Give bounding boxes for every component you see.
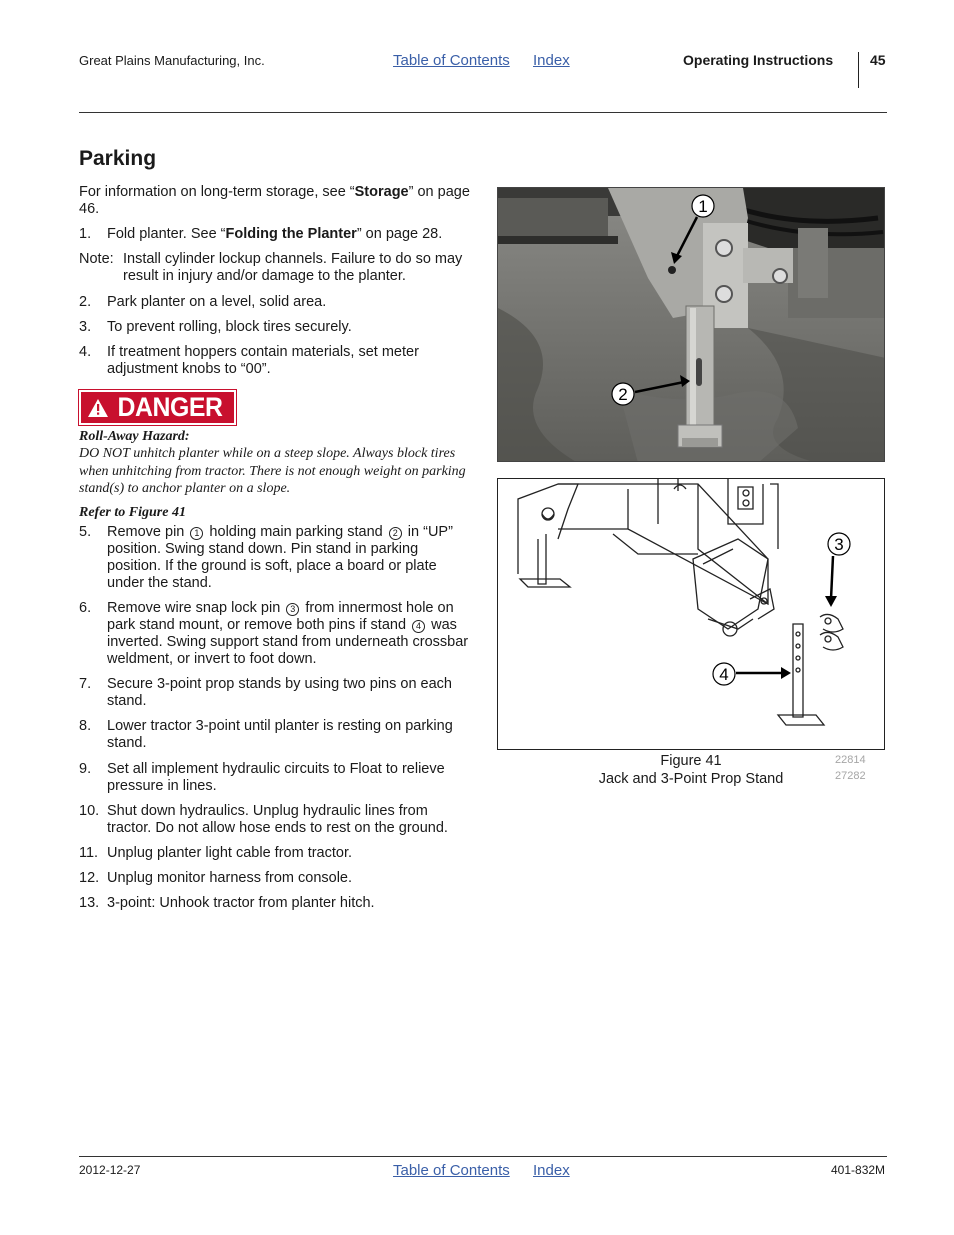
step-6: 6. Remove wire snap lock pin 3 from innermost hole on park stand mount, or remove both pins if stand 4 was inverted. Swing support stand from underneath crossbar weldment, or invert to foot down.	[79, 600, 469, 667]
step-11: 11. Unplug planter light cable from tractor.	[79, 845, 353, 861]
step-9: 9. Set all implement hydraulic circuits to Float to relieve pressure in lines.	[79, 761, 445, 794]
figure-number: Figure 41	[660, 753, 722, 769]
callout-2-label: 2	[618, 385, 628, 404]
callout-4-symbol: 4	[412, 620, 425, 633]
footer-rule	[79, 1156, 887, 1157]
section-title: Operating Instructions	[683, 52, 834, 68]
warning-triangle-icon	[87, 398, 109, 418]
storage-ref: Storage	[354, 184, 409, 200]
step-2: 2. Park planter on a level, solid area.	[79, 294, 327, 310]
index-link[interactable]: Index	[533, 52, 570, 69]
footer-toc-link[interactable]: Table of Contents	[393, 1162, 510, 1179]
step-3: 3. To prevent rolling, block tires securely.	[79, 319, 352, 335]
step-10: 10. Shut down hydraulics. Unplug hydraulic lines from tractor. Do not allow hose ends to rest on the ground.	[79, 803, 448, 836]
hazard-text: DO NOT unhitch planter while on a steep slope. Always block tires when unhitching from tractor. There is not enough weight on parking stand(s) to anchor planter on a slope.	[79, 446, 466, 496]
danger-signal	[79, 390, 236, 425]
figure-ref-1: 22814	[835, 754, 866, 766]
callout-4-label: 4	[719, 665, 729, 684]
danger-word: DANGER	[118, 392, 223, 422]
prop-stand-line-drawing	[498, 479, 884, 749]
step-4: 4. If treatment hoppers contain materials, set meter adjustment knobs to “00”.	[79, 344, 419, 377]
note	[79, 251, 474, 285]
toc-link[interactable]: Table of Contents	[393, 52, 510, 69]
parking-stand-photo	[497, 187, 885, 462]
page-number: 45	[870, 52, 886, 68]
figure-ref-2: 27282	[835, 770, 866, 782]
header-divider	[858, 52, 859, 88]
footer-date: 2012-12-27	[79, 1163, 141, 1177]
parking-stand-photo-illustration	[498, 188, 885, 462]
callout-1-symbol: 1	[190, 527, 203, 540]
note-label: Note:	[79, 251, 114, 267]
page-title: Parking	[79, 147, 157, 170]
step-5: 5. Remove pin 1 holding main parking stand 2 in “UP” position. Swing stand down. Pin stand in parking position. If the ground is soft, place a board or plate under the stand.	[79, 524, 453, 591]
footer-index-link[interactable]: Index	[533, 1162, 570, 1179]
callout-3-label: 3	[834, 535, 844, 554]
callout-2-symbol: 2	[389, 527, 402, 540]
figure-reference: Refer to Figure 41	[79, 505, 186, 520]
step-7: 7. Secure 3-point prop stands by using two pins on each stand.	[79, 676, 452, 709]
callout-3-symbol: 3	[286, 603, 299, 616]
hazard-title: Roll-Away Hazard:	[79, 429, 190, 444]
figure-caption: Jack and 3-Point Prop Stand	[598, 771, 784, 787]
document-number: 401-832M	[831, 1163, 886, 1177]
company-name: Great Plains Manufacturing, Inc.	[79, 53, 265, 68]
step-1: 1. Fold planter. See “Folding the Planter” on page 28.	[79, 226, 443, 242]
intro-paragraph: For information on long-term storage, see “Storage” on page 46.	[79, 184, 470, 217]
callout-1-label: 1	[698, 197, 708, 216]
step-13: 13. 3-point: Unhook tractor from planter hitch.	[79, 895, 375, 911]
step-12: 12. Unplug monitor harness from console.	[79, 870, 353, 886]
header-rule	[79, 112, 887, 113]
note-text: Install cylinder lockup channels. Failure to do so may result in injury and/or damage to the planter.	[123, 251, 463, 284]
step-8: 8. Lower tractor 3-point until planter is resting on parking stand.	[79, 718, 453, 751]
prop-stand-drawing	[497, 478, 885, 750]
